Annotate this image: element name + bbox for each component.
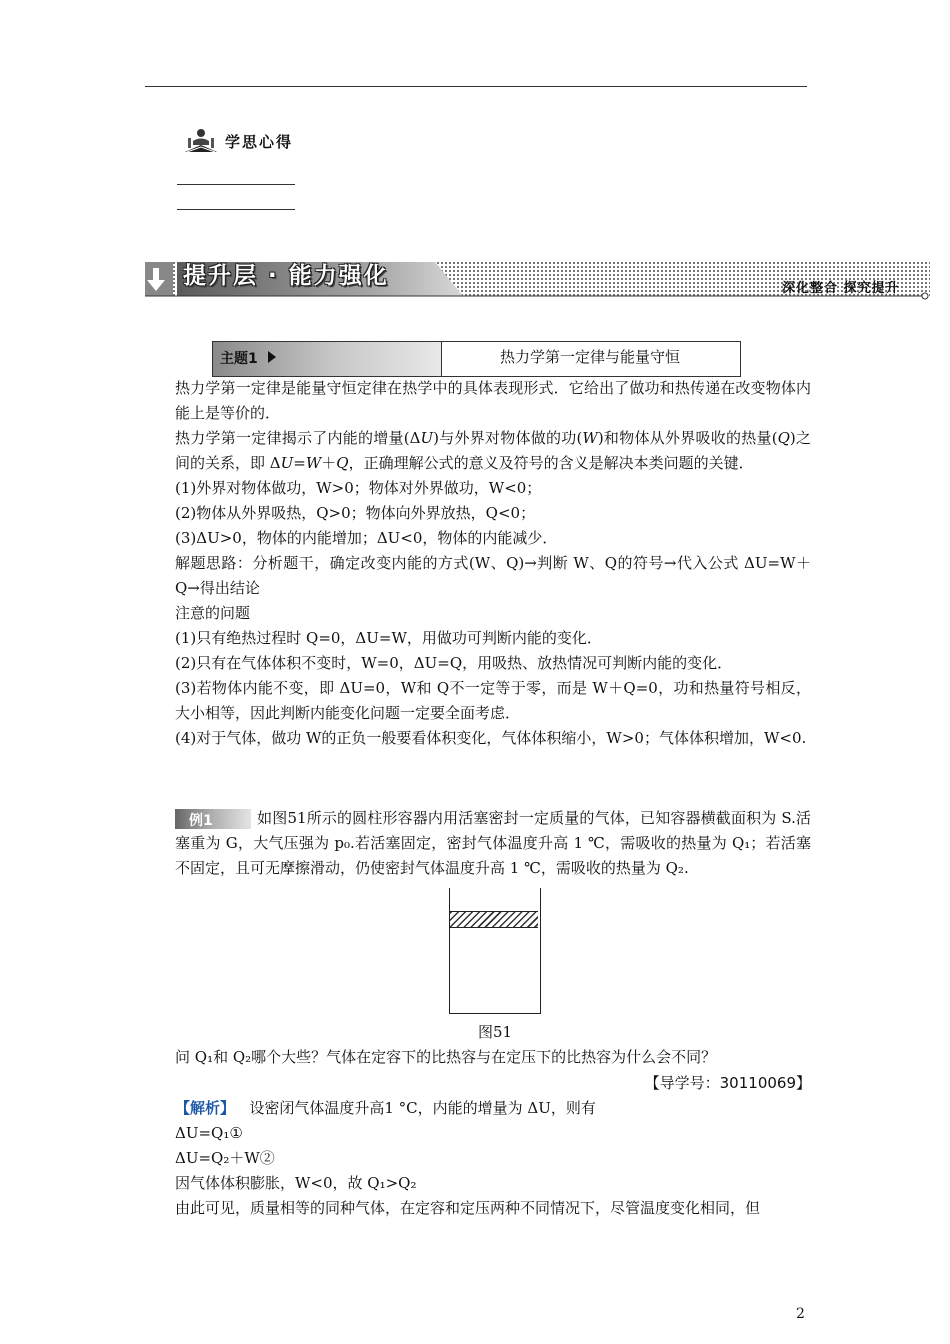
daoxue-number: 【导学号：30110069】: [644, 1074, 811, 1092]
notes-title: 注意的问题: [175, 604, 251, 622]
sign-rule-1: (1)外界对物体做功，W>0；物体对外界做功，W<0；: [175, 479, 542, 497]
study-notes-title: 学思心得: [225, 132, 294, 151]
band-subtitle: 深化整合 探究提升: [782, 281, 900, 296]
notes-blank-line: [177, 209, 295, 210]
solution-line-1: 设密闭气体温度升高1 °C，内能的增量为 ΔU，则有: [249, 1099, 596, 1117]
figure-caption: 图51: [477, 1023, 513, 1041]
example-text: 例1 如图51所示的圆柱形容器内用活塞密封一定质量的气体，已知容器横截面积为 S.活塞重为 G，大气压强为 p₀.若活塞固定，密封气体温度升高 1 ℃，需吸收的热量为 Q₁；若活塞不固定，且可无摩擦滑动，仍使密封气体温度升高 1 ℃，需吸收的热量为 Q₂.: [175, 809, 811, 877]
approach-paragraph: 解题思路：分析题干，确定改变内能的方式(W、Q)→判断 W、Q的符号→代入公式 ΔU=W＋Q→得出结论: [175, 554, 811, 597]
example-block: [145, 806, 811, 881]
body-text: [145, 376, 811, 751]
topic-title: 热力学第一定律与能量守恒: [499, 348, 680, 366]
question-text: 问 Q₁和 Q₂哪个大些？气体在定容下的比热容与在定压下的比热容为什么会不同？: [175, 1048, 717, 1066]
relation-paragraph: 热力学第一定律揭示了内能的增量(ΔU)与外界对物体做的功(W)和物体从外界吸收的热量(Q)之间的关系，即 ΔU=W＋Q，正确理解公式的意义及符号的含义是解决本类问题的关键．: [175, 429, 811, 472]
intro-paragraph: 热力学第一定律是能量守恒定律在热学中的具体表现形式．它给出了做功和热传递在改变物体内能上是等价的．: [175, 379, 811, 422]
sign-rule-2: (2)物体从外界吸热，Q>0；物体向外界放热，Q<0；: [175, 504, 536, 522]
note-1: (1)只有绝热过程时 Q=0，ΔU=W，用做功可判断内能的变化．: [175, 629, 602, 647]
sign-rule-3: (3)ΔU>0，物体的内能增加；ΔU<0，物体的内能减少．: [175, 529, 558, 547]
notes-blank-line: [177, 184, 295, 185]
figure-container-walls: [449, 888, 541, 1014]
solution-line-2: 因气体体积膨胀，W<0，故 Q₁>Q₂: [175, 1174, 417, 1192]
note-2: (2)只有在气体体积不变时，W=0，ΔU=Q，用吸热、放热情况可判断内能的变化．: [175, 654, 733, 672]
reading-person-icon: [183, 128, 219, 154]
solution-eq-1: ΔU=Q₁①: [175, 1124, 243, 1142]
figure-piston: [450, 911, 538, 928]
page-number: 2: [796, 1306, 805, 1322]
solution-label: 【解析】: [175, 1099, 236, 1117]
note-4: (4)对于气体，做功 W的正负一般要看体积变化，气体体积缩小，W>0；气体体积增加，W<0.: [175, 729, 807, 747]
note-3: (3)若物体内能不变，即 ΔU=0，W和 Q不一定等于零，而是 W＋Q=0，功和热量符号相反，大小相等，因此判断内能变化问题一定要全面考虑．: [175, 679, 811, 722]
header-rule: [145, 86, 807, 87]
solution-eq-2: ΔU=Q₂＋W②: [175, 1149, 275, 1167]
solution-line-3: 由此可见，质量相等的同种气体，在定容和定压两种不同情况下，尽管温度变化相同，但: [175, 1199, 761, 1217]
solution-block: [145, 1096, 811, 1221]
band-title: 提升层 · 能力强化: [183, 263, 389, 289]
topic-label: 主题1: [220, 351, 258, 367]
example-badge: 例1: [175, 809, 251, 829]
study-notes-header: [183, 128, 293, 154]
